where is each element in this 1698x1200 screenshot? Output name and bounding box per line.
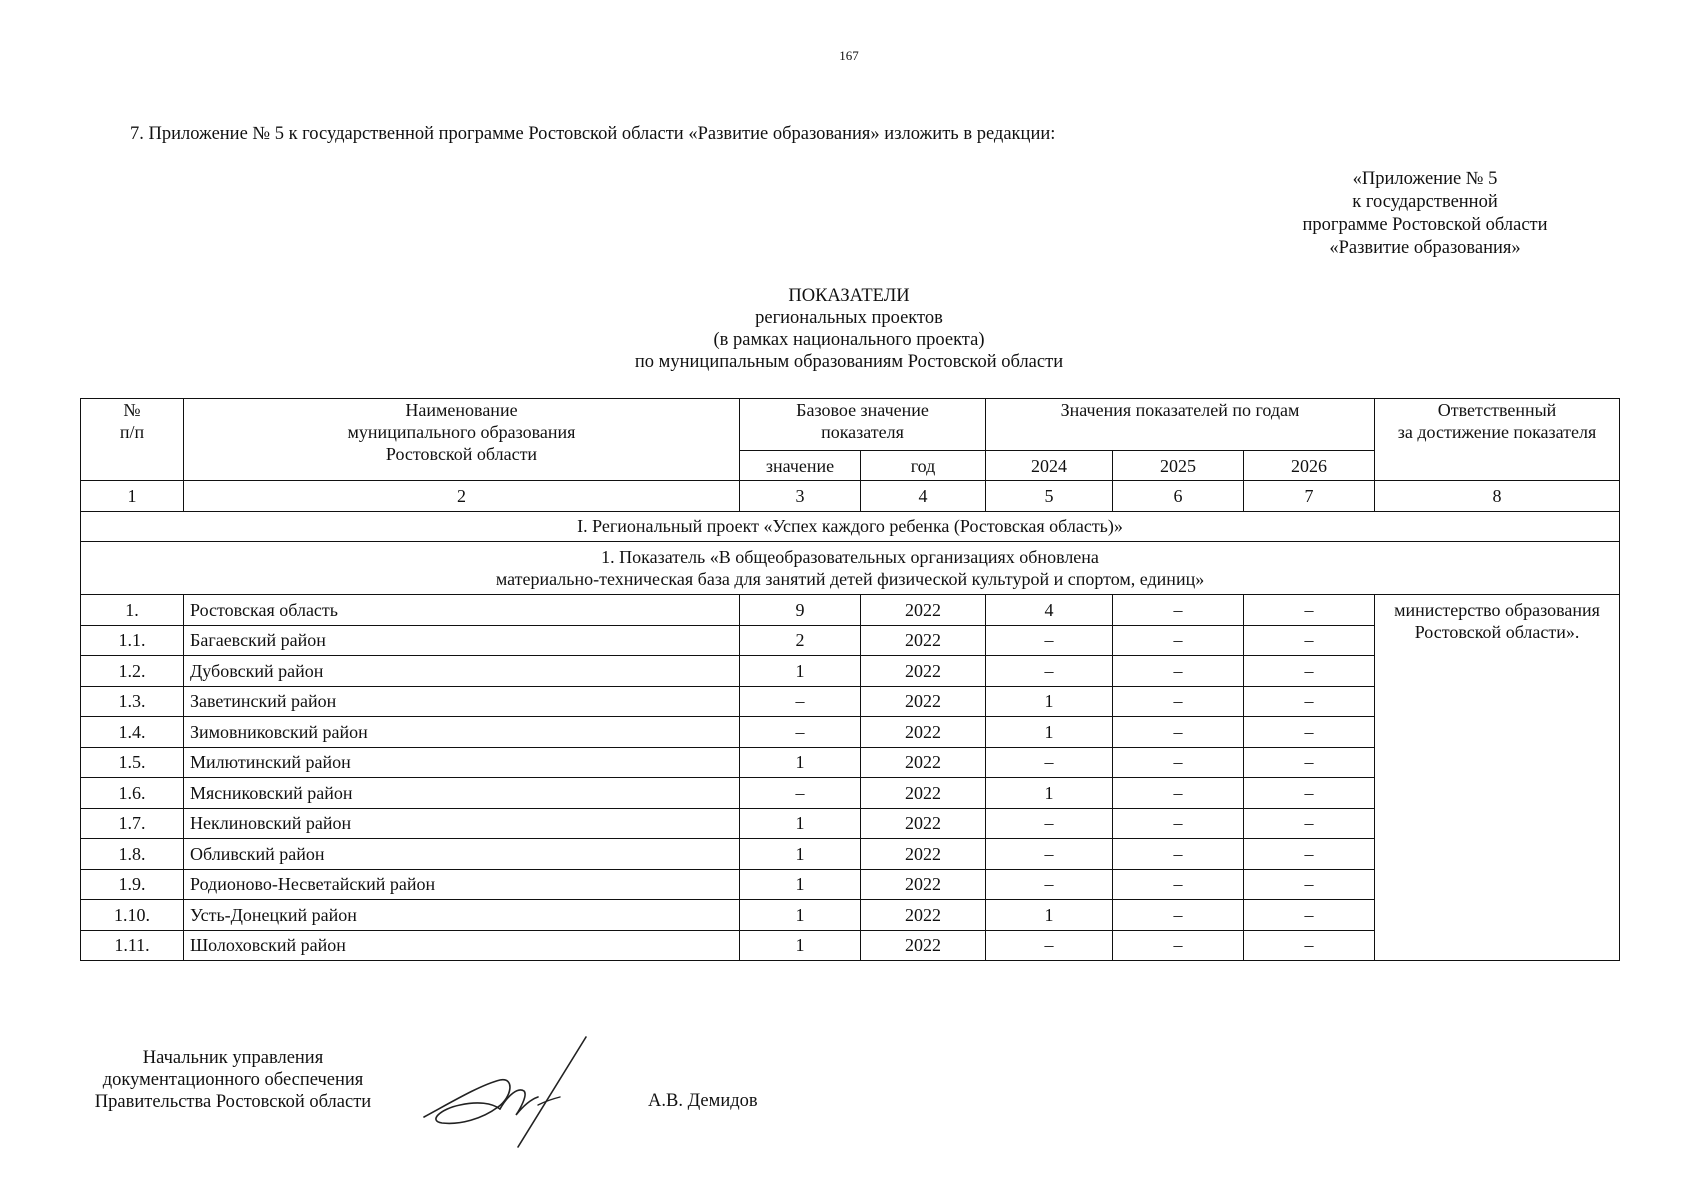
- row-value-2024: 1: [986, 686, 1113, 717]
- row-number: 1.9.: [81, 869, 184, 900]
- row-value-2025: –: [1113, 900, 1244, 931]
- row-base-year: 2022: [861, 778, 986, 809]
- row-value-2024: –: [986, 869, 1113, 900]
- annex-line: «Приложение № 5: [1352, 169, 1498, 189]
- row-number: 1.: [81, 595, 184, 626]
- row-base-year: 2022: [861, 595, 986, 626]
- row-base-value: 1: [740, 747, 861, 778]
- row-value-2024: –: [986, 930, 1113, 961]
- row-value-2026: –: [1244, 625, 1375, 656]
- row-base-value: –: [740, 778, 861, 809]
- annex-line: программе Ростовской области: [1302, 215, 1548, 235]
- row-value-2025: –: [1113, 869, 1244, 900]
- row-value-2026: –: [1244, 839, 1375, 870]
- row-value-2025: –: [1113, 656, 1244, 687]
- row-value-2025: –: [1113, 686, 1244, 717]
- row-base-value: –: [740, 717, 861, 748]
- row-number: 1.11.: [81, 930, 184, 961]
- row-value-2024: 4: [986, 595, 1113, 626]
- row-base-year: 2022: [861, 869, 986, 900]
- row-value-2026: –: [1244, 869, 1375, 900]
- row-municipality: Дубовский район: [184, 656, 740, 687]
- row-base-year: 2022: [861, 686, 986, 717]
- column-number: 5: [986, 481, 1113, 512]
- row-number: 1.1.: [81, 625, 184, 656]
- row-value-2026: –: [1244, 656, 1375, 687]
- header-name: Наименование муниципального образования Ростовской области: [184, 399, 740, 481]
- row-value-2024: –: [986, 747, 1113, 778]
- column-number: 3: [740, 481, 861, 512]
- header-base-year: год: [861, 451, 986, 481]
- header-year-2024: 2024: [986, 451, 1113, 481]
- column-number: 1: [81, 481, 184, 512]
- row-base-value: 1: [740, 869, 861, 900]
- row-base-value: 9: [740, 595, 861, 626]
- row-value-2025: –: [1113, 595, 1244, 626]
- row-number: 1.7.: [81, 808, 184, 839]
- row-value-2026: –: [1244, 747, 1375, 778]
- row-base-year: 2022: [861, 839, 986, 870]
- column-number: 4: [861, 481, 986, 512]
- title-subline: региональных проектов: [755, 308, 943, 328]
- row-base-value: 1: [740, 839, 861, 870]
- row-number: 1.3.: [81, 686, 184, 717]
- column-number: 6: [1113, 481, 1244, 512]
- row-value-2026: –: [1244, 778, 1375, 809]
- row-municipality: Родионово-Несветайский район: [184, 869, 740, 900]
- row-number: 1.8.: [81, 839, 184, 870]
- row-number: 1.2.: [81, 656, 184, 687]
- row-value-2025: –: [1113, 930, 1244, 961]
- row-value-2024: –: [986, 839, 1113, 870]
- row-municipality: Мясниковский район: [184, 778, 740, 809]
- row-responsible: министерство образования Ростовской области».: [1375, 595, 1620, 961]
- row-base-year: 2022: [861, 747, 986, 778]
- row-value-2024: 1: [986, 900, 1113, 931]
- header-base: Базовое значение показателя: [740, 399, 986, 451]
- row-municipality: Милютинский район: [184, 747, 740, 778]
- row-base-year: 2022: [861, 900, 986, 931]
- row-value-2026: –: [1244, 808, 1375, 839]
- row-base-value: –: [740, 686, 861, 717]
- row-value-2024: –: [986, 656, 1113, 687]
- header-responsible: Ответственный за достижение показателя: [1375, 399, 1620, 481]
- row-base-year: 2022: [861, 625, 986, 656]
- header-year-2025: 2025: [1113, 451, 1244, 481]
- row-base-year: 2022: [861, 930, 986, 961]
- column-number: 7: [1244, 481, 1375, 512]
- row-municipality: Шолоховский район: [184, 930, 740, 961]
- row-value-2025: –: [1113, 747, 1244, 778]
- row-municipality: Зимовниковский район: [184, 717, 740, 748]
- row-base-value: 1: [740, 900, 861, 931]
- title-subline: по муниципальным образованиям Ростовской области: [634, 352, 1064, 372]
- row-base-value: 1: [740, 930, 861, 961]
- header-by-years: Значения показателей по годам: [986, 399, 1375, 451]
- indicator-heading: 1. Показатель «В общеобразовательных организациях обновлена материально-техническая база для занятий детей физической культурой и спортом, единиц»: [81, 542, 1620, 595]
- title-subline: (в рамках национального проекта): [713, 330, 985, 350]
- annex-line: «Развитие образования»: [1329, 238, 1521, 258]
- row-value-2026: –: [1244, 717, 1375, 748]
- table-row: [81, 595, 1620, 626]
- row-value-2025: –: [1113, 839, 1244, 870]
- header-num: № п/п: [81, 399, 184, 481]
- row-base-year: 2022: [861, 717, 986, 748]
- row-number: 1.4.: [81, 717, 184, 748]
- column-number: 8: [1375, 481, 1620, 512]
- row-value-2024: 1: [986, 717, 1113, 748]
- header-year-2026: 2026: [1244, 451, 1375, 481]
- signer-name: А.В. Демидов: [648, 1091, 758, 1111]
- row-value-2026: –: [1244, 930, 1375, 961]
- row-base-value: 1: [740, 656, 861, 687]
- row-municipality: Заветинский район: [184, 686, 740, 717]
- indicators-table: [80, 398, 1620, 961]
- page-number: 167: [839, 48, 859, 63]
- handwritten-signature-icon: [420, 1035, 620, 1150]
- row-value-2026: –: [1244, 686, 1375, 717]
- row-number: 1.5.: [81, 747, 184, 778]
- row-value-2024: 1: [986, 778, 1113, 809]
- row-value-2025: –: [1113, 778, 1244, 809]
- title-heading: ПОКАЗАТЕЛИ: [788, 286, 910, 306]
- annex-line: к государственной: [1352, 192, 1498, 212]
- row-value-2026: –: [1244, 595, 1375, 626]
- row-number: 1.10.: [81, 900, 184, 931]
- row-municipality: Усть-Донецкий район: [184, 900, 740, 931]
- row-municipality: Ростовская область: [184, 595, 740, 626]
- row-value-2025: –: [1113, 808, 1244, 839]
- section-heading: I. Региональный проект «Успех каждого ребенка (Ростовская область)»: [81, 511, 1620, 542]
- signatory-position: Начальник управления документационного обеспечения Правительства Ростовской области: [94, 1048, 372, 1112]
- row-value-2026: –: [1244, 900, 1375, 931]
- column-number: 2: [184, 481, 740, 512]
- row-municipality: Багаевский район: [184, 625, 740, 656]
- row-value-2024: –: [986, 808, 1113, 839]
- row-value-2024: –: [986, 625, 1113, 656]
- annex-reference: [1240, 168, 1610, 260]
- header-base-value: значение: [740, 451, 861, 481]
- row-base-year: 2022: [861, 808, 986, 839]
- row-municipality: Неклиновский район: [184, 808, 740, 839]
- row-value-2025: –: [1113, 625, 1244, 656]
- row-value-2025: –: [1113, 717, 1244, 748]
- document-title: [0, 285, 1698, 373]
- row-municipality: Обливский район: [184, 839, 740, 870]
- row-base-year: 2022: [861, 656, 986, 687]
- intro-paragraph: 7. Приложение № 5 к государственной программе Ростовской области «Развитие образования» изложить в редакции:: [130, 124, 1056, 144]
- row-base-value: 2: [740, 625, 861, 656]
- row-base-value: 1: [740, 808, 861, 839]
- row-number: 1.6.: [81, 778, 184, 809]
